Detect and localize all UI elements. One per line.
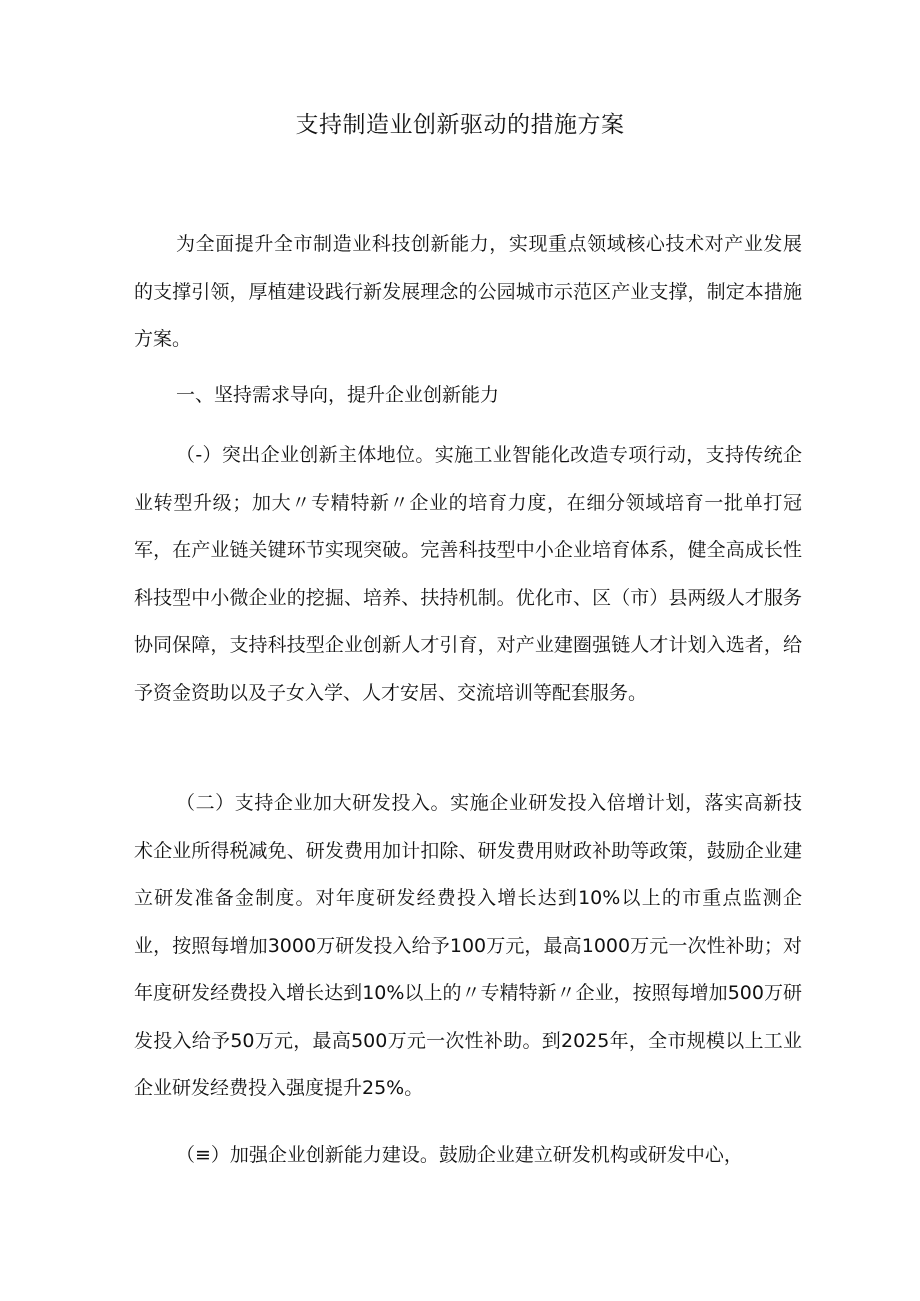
section-heading-1: 一、坚持需求导向，提升企业创新能力	[176, 384, 500, 406]
intro-paragraph: 为全面提升全市制造业科技创新能力，实现重点领域核心技术对产业发展的支撑引领，厚植建设践行新发展理念的公园城市示范区产业支撑，制定本措施方案。	[134, 233, 802, 350]
subsection-paragraph-2: （二）支持企业加大研发投入。实施企业研发投入倍增计划，落实高新技术企业所得税减免、研发费用加计扣除、研发费用财政补助等政策，鼓励企业建立研发准备金制度。对年度研发经费投入增长达到10%以上的市重点监测企业，按照每增加3000万研发投入给予100万元，最高1000万元一次性补助；对年度研发经费投入增长达到10%以上的〃专精特新〃企业，按照每增加500万研发投入给予50万元，最高500万元一次性补助。到2025年，全市规模以上工业企业研发经费投入强度提升25%。	[134, 792, 802, 1099]
subsection-paragraph-3: （≡）加强企业创新能力建设。鼓励企业建立研发机构或研发中心，	[176, 1144, 743, 1166]
subsection-paragraph-1: （-）突出企业创新主体地位。实施工业智能化改造专项行动，支持传统企业转型升级；加大〃专精特新〃企业的培育力度，在细分领域培育一批单打冠军，在产业链关键环节实现突破。完善科技型中小企业培育体系，健全高成长性科技型中小微企业的挖掘、培养、扶持机制。优化市、区（市）县两级人才服务协同保障，支持科技型企业创新人才引育，对产业建圈强链人才计划入选者，给予资金资助以及子女入学、人才安居、交流培训等配套服务。	[134, 444, 802, 704]
document-title: 支持制造业创新驱动的措施方案	[295, 112, 625, 138]
